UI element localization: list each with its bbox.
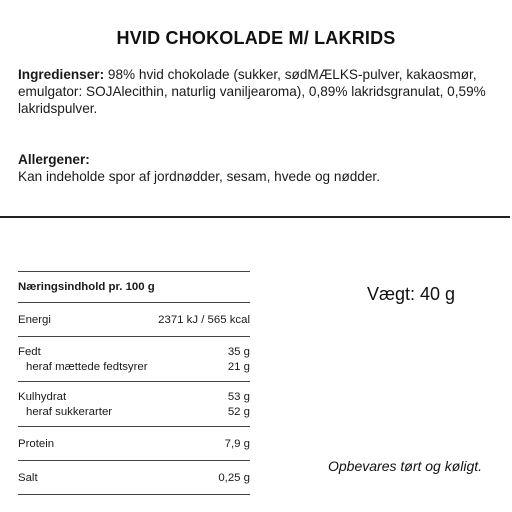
saturated-fat-value: 21 g [227,360,250,373]
protein-value: 7,9 g [224,437,250,450]
net-weight: Vægt: 40 g [367,284,456,304]
nutrition-table [18,271,250,495]
nutrition-row-energy [18,303,250,336]
sugars-value: 52 g [227,405,250,418]
ingredients-text: 98% hvid chokolade (sukker, sødMÆLKS-pulver, kakaosmør, emulgator: SOJAlecithin, naturlig vaniljearoma), 0,89% lakridsgranulat, 0,59% lakridspulver. [18,67,486,116]
salt-value: 0,25 g [218,471,250,484]
ingredients-section [18,66,498,117]
allergens-text: Kan indeholde spor af jordnødder, sesam, hvede og nødder. [18,169,380,184]
nutrition-header [18,272,250,302]
energy-value: 2371 kJ / 565 kcal [158,313,250,326]
nutrition-header-label: Næringsindhold pr. 100 g [18,281,155,293]
section-divider [0,216,510,218]
protein-label: Protein [18,437,55,450]
salt-label: Salt [18,471,38,484]
nutrition-row-protein [18,427,250,460]
storage-instructions: Opbevares tørt og køligt. [328,458,483,474]
fat-value: 35 g [227,345,250,358]
carbs-value: 53 g [227,390,250,403]
ingredients-label: Ingredienser: [18,67,105,82]
sugars-label: heraf sukkerarter [26,405,113,418]
fat-label: Fedt [18,345,41,358]
carbs-label: Kulhydrat [18,390,67,403]
nutrition-row-carbs [18,382,250,426]
table-rule [18,494,250,495]
allergens-section [18,151,498,185]
nutrition-row-salt [18,461,250,494]
saturated-fat-label: heraf mættede fedtsyrer [26,360,148,373]
product-title: HVID CHOKOLADE M/ LAKRIDS [116,28,396,48]
allergens-label: Allergener: [18,152,90,167]
nutrition-row-fat [18,337,250,381]
energy-label: Energi [18,313,51,326]
